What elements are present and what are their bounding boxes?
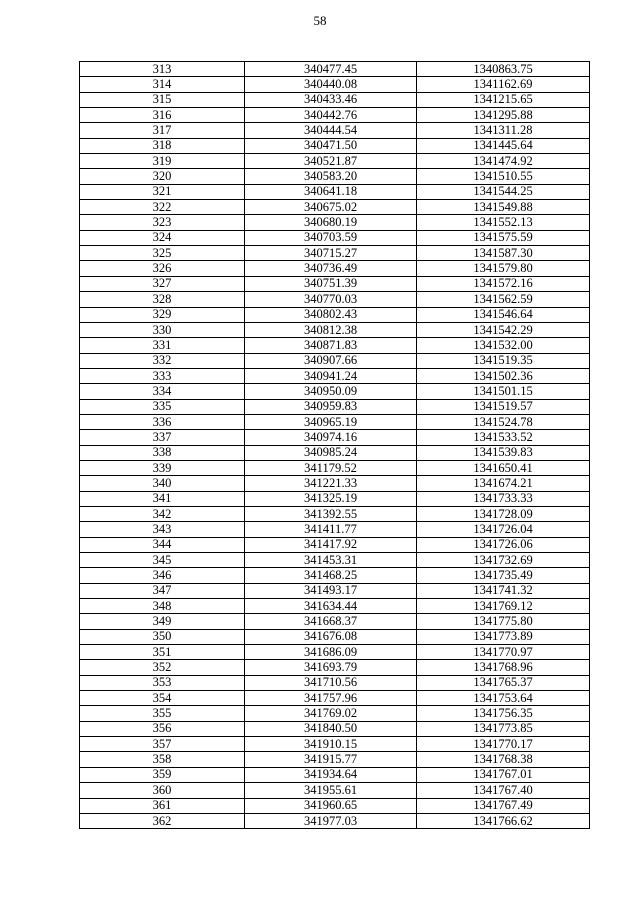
y-coordinate-cell: 1341674.21 [417,476,590,491]
point-number-cell: 344 [80,537,245,552]
y-coordinate-cell: 1341579.80 [417,261,590,276]
coordinates-table [79,61,590,829]
y-coordinate-cell: 1341474.92 [417,154,590,169]
table-row [80,230,590,245]
y-coordinate-cell: 1341575.59 [417,230,590,245]
table-row [80,92,590,107]
y-coordinate-cell: 1341539.83 [417,445,590,460]
table-row [80,660,590,675]
x-coordinate-cell: 340985.24 [245,445,417,460]
x-coordinate-cell: 340751.39 [245,276,417,291]
y-coordinate-cell: 1341532.00 [417,338,590,353]
y-coordinate-cell: 1341162.69 [417,77,590,92]
point-number-cell: 362 [80,813,245,828]
x-coordinate-cell: 340736.49 [245,261,417,276]
table-row [80,706,590,721]
point-number-cell: 324 [80,230,245,245]
table-row [80,169,590,184]
x-coordinate-cell: 341769.02 [245,706,417,721]
y-coordinate-cell: 1341587.30 [417,246,590,261]
y-coordinate-cell: 1341510.55 [417,169,590,184]
point-number-cell: 317 [80,123,245,138]
y-coordinate-cell: 1341311.28 [417,123,590,138]
point-number-cell: 353 [80,675,245,690]
y-coordinate-cell: 1341768.96 [417,660,590,675]
point-number-cell: 330 [80,322,245,337]
point-number-cell: 345 [80,553,245,568]
point-number-cell: 337 [80,430,245,445]
point-number-cell: 350 [80,629,245,644]
table-row [80,629,590,644]
x-coordinate-cell: 341634.44 [245,599,417,614]
point-number-cell: 360 [80,783,245,798]
table-row [80,614,590,629]
x-coordinate-cell: 340583.20 [245,169,417,184]
x-coordinate-cell: 341493.17 [245,583,417,598]
table-row [80,384,590,399]
x-coordinate-cell: 341468.25 [245,568,417,583]
x-coordinate-cell: 340950.09 [245,384,417,399]
y-coordinate-cell: 1341519.57 [417,399,590,414]
table-row [80,460,590,475]
x-coordinate-cell: 340770.03 [245,292,417,307]
point-number-cell: 323 [80,215,245,230]
table-row [80,767,590,782]
table-row [80,200,590,215]
point-number-cell: 341 [80,491,245,506]
x-coordinate-cell: 341453.31 [245,553,417,568]
y-coordinate-cell: 1341726.06 [417,537,590,552]
y-coordinate-cell: 1341544.25 [417,184,590,199]
point-number-cell: 329 [80,307,245,322]
table-row [80,522,590,537]
point-number-cell: 335 [80,399,245,414]
table-row [80,261,590,276]
point-number-cell: 361 [80,798,245,813]
x-coordinate-cell: 340959.83 [245,399,417,414]
y-coordinate-cell: 1341726.04 [417,522,590,537]
x-coordinate-cell: 340433.46 [245,92,417,107]
table-row [80,138,590,153]
x-coordinate-cell: 340703.59 [245,230,417,245]
point-number-cell: 356 [80,721,245,736]
y-coordinate-cell: 1341533.52 [417,430,590,445]
point-number-cell: 339 [80,460,245,475]
x-coordinate-cell: 340641.18 [245,184,417,199]
table-row [80,537,590,552]
x-coordinate-cell: 341757.96 [245,691,417,706]
table-row [80,445,590,460]
x-coordinate-cell: 341411.77 [245,522,417,537]
x-coordinate-cell: 341179.52 [245,460,417,475]
table-row [80,184,590,199]
table-row [80,691,590,706]
table-row [80,414,590,429]
table-row [80,752,590,767]
y-coordinate-cell: 1341767.40 [417,783,590,798]
page-number: 58 [313,13,327,28]
y-coordinate-cell: 1341572.16 [417,276,590,291]
y-coordinate-cell: 1341445.64 [417,138,590,153]
table-row [80,583,590,598]
table-row [80,476,590,491]
y-coordinate-cell: 1341756.35 [417,706,590,721]
point-number-cell: 315 [80,92,245,107]
x-coordinate-cell: 340471.50 [245,138,417,153]
y-coordinate-cell: 1341732.69 [417,553,590,568]
table-row [80,276,590,291]
table-row [80,721,590,736]
x-coordinate-cell: 341693.79 [245,660,417,675]
table-row [80,338,590,353]
y-coordinate-cell: 1341767.01 [417,767,590,782]
table-row [80,154,590,169]
point-number-cell: 325 [80,246,245,261]
point-number-cell: 318 [80,138,245,153]
table-row [80,215,590,230]
point-number-cell: 316 [80,108,245,123]
table-row [80,645,590,660]
x-coordinate-cell: 340675.02 [245,200,417,215]
table-row [80,553,590,568]
point-number-cell: 347 [80,583,245,598]
y-coordinate-cell: 1341773.85 [417,721,590,736]
table-row [80,292,590,307]
point-number-cell: 351 [80,645,245,660]
y-coordinate-cell: 1341768.38 [417,752,590,767]
point-number-cell: 320 [80,169,245,184]
x-coordinate-cell: 340521.87 [245,154,417,169]
x-coordinate-cell: 340941.24 [245,368,417,383]
point-number-cell: 321 [80,184,245,199]
table-row [80,798,590,813]
x-coordinate-cell: 340974.16 [245,430,417,445]
y-coordinate-cell: 1341775.80 [417,614,590,629]
x-coordinate-cell: 341325.19 [245,491,417,506]
y-coordinate-cell: 1341549.88 [417,200,590,215]
table-row [80,813,590,828]
table-row [80,491,590,506]
x-coordinate-cell: 340871.83 [245,338,417,353]
point-number-cell: 314 [80,77,245,92]
point-number-cell: 334 [80,384,245,399]
y-coordinate-cell: 1341770.17 [417,737,590,752]
y-coordinate-cell: 1341542.29 [417,322,590,337]
x-coordinate-cell: 341710.56 [245,675,417,690]
point-number-cell: 338 [80,445,245,460]
point-number-cell: 357 [80,737,245,752]
point-number-cell: 352 [80,660,245,675]
y-coordinate-cell: 1341753.64 [417,691,590,706]
y-coordinate-cell: 1341766.62 [417,813,590,828]
table-row [80,399,590,414]
table-row [80,783,590,798]
point-number-cell: 358 [80,752,245,767]
x-coordinate-cell: 341668.37 [245,614,417,629]
table-row [80,307,590,322]
y-coordinate-cell: 1341546.64 [417,307,590,322]
table-row [80,568,590,583]
y-coordinate-cell: 1341733.33 [417,491,590,506]
x-coordinate-cell: 341960.65 [245,798,417,813]
y-coordinate-cell: 1341295.88 [417,108,590,123]
y-coordinate-cell: 1340863.75 [417,62,590,77]
point-number-cell: 342 [80,506,245,521]
y-coordinate-cell: 1341770.97 [417,645,590,660]
point-number-cell: 346 [80,568,245,583]
x-coordinate-cell: 341417.92 [245,537,417,552]
point-number-cell: 355 [80,706,245,721]
point-number-cell: 332 [80,353,245,368]
y-coordinate-cell: 1341519.35 [417,353,590,368]
x-coordinate-cell: 341910.15 [245,737,417,752]
point-number-cell: 328 [80,292,245,307]
point-number-cell: 354 [80,691,245,706]
table-row [80,108,590,123]
x-coordinate-cell: 341977.03 [245,813,417,828]
table-row [80,506,590,521]
y-coordinate-cell: 1341524.78 [417,414,590,429]
x-coordinate-cell: 341686.09 [245,645,417,660]
table-row [80,737,590,752]
y-coordinate-cell: 1341552.13 [417,215,590,230]
y-coordinate-cell: 1341773.89 [417,629,590,644]
x-coordinate-cell: 340444.54 [245,123,417,138]
table-row [80,430,590,445]
point-number-cell: 322 [80,200,245,215]
y-coordinate-cell: 1341728.09 [417,506,590,521]
point-number-cell: 319 [80,154,245,169]
x-coordinate-cell: 340477.45 [245,62,417,77]
point-number-cell: 326 [80,261,245,276]
x-coordinate-cell: 341915.77 [245,752,417,767]
table-row [80,368,590,383]
x-coordinate-cell: 340907.66 [245,353,417,368]
point-number-cell: 327 [80,276,245,291]
point-number-cell: 348 [80,599,245,614]
x-coordinate-cell: 341955.61 [245,783,417,798]
y-coordinate-cell: 1341215.65 [417,92,590,107]
x-coordinate-cell: 341676.08 [245,629,417,644]
point-number-cell: 340 [80,476,245,491]
y-coordinate-cell: 1341650.41 [417,460,590,475]
x-coordinate-cell: 340440.08 [245,77,417,92]
x-coordinate-cell: 340442.76 [245,108,417,123]
y-coordinate-cell: 1341502.36 [417,368,590,383]
x-coordinate-cell: 340812.38 [245,322,417,337]
table-row [80,123,590,138]
x-coordinate-cell: 340802.43 [245,307,417,322]
table-row [80,675,590,690]
y-coordinate-cell: 1341741.32 [417,583,590,598]
x-coordinate-cell: 340680.19 [245,215,417,230]
x-coordinate-cell: 340715.27 [245,246,417,261]
x-coordinate-cell: 340965.19 [245,414,417,429]
coordinates-table-body [80,62,590,829]
y-coordinate-cell: 1341501.15 [417,384,590,399]
y-coordinate-cell: 1341769.12 [417,599,590,614]
table-row [80,322,590,337]
point-number-cell: 343 [80,522,245,537]
x-coordinate-cell: 341934.64 [245,767,417,782]
point-number-cell: 349 [80,614,245,629]
x-coordinate-cell: 341221.33 [245,476,417,491]
y-coordinate-cell: 1341767.49 [417,798,590,813]
table-row [80,353,590,368]
table-row [80,246,590,261]
table-row [80,77,590,92]
x-coordinate-cell: 341392.55 [245,506,417,521]
x-coordinate-cell: 341840.50 [245,721,417,736]
point-number-cell: 359 [80,767,245,782]
point-number-cell: 333 [80,368,245,383]
table-row [80,599,590,614]
y-coordinate-cell: 1341765.37 [417,675,590,690]
y-coordinate-cell: 1341735.49 [417,568,590,583]
point-number-cell: 336 [80,414,245,429]
table-row [80,62,590,77]
point-number-cell: 331 [80,338,245,353]
point-number-cell: 313 [80,62,245,77]
y-coordinate-cell: 1341562.59 [417,292,590,307]
